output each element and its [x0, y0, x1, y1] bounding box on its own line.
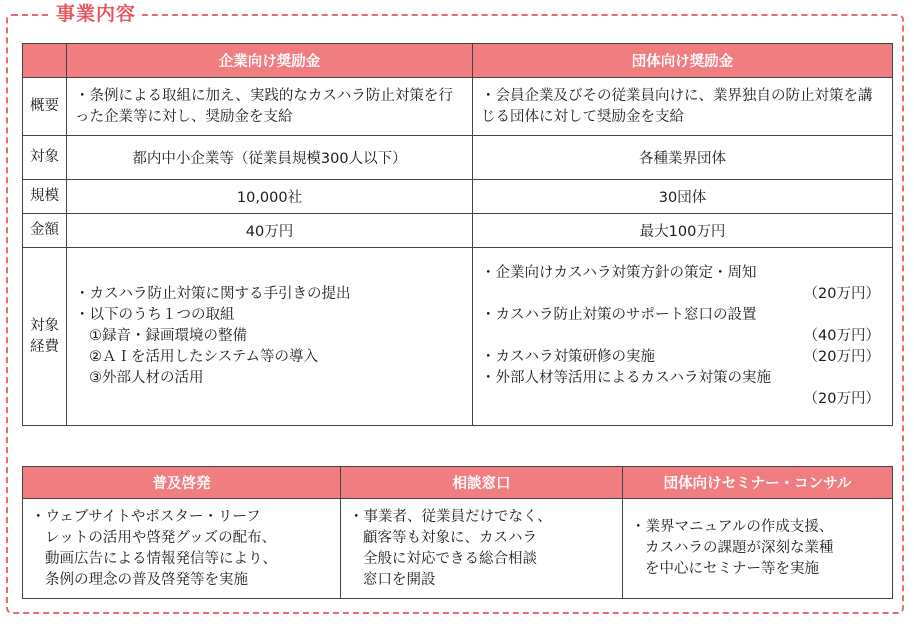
header-company: 企業向け奨励金	[67, 44, 473, 78]
seminar-text	[623, 499, 893, 599]
overview-company: ・条例による取組に加え、実践的なカスハラ防止対策を行った企業等に対し、奨励金を支給	[67, 78, 473, 136]
header-group: 団体向け奨励金	[473, 44, 893, 78]
consultation-line4: 窓口を開設	[363, 571, 436, 588]
expenses-company-item1: ①録音・録画環境の整備	[89, 328, 247, 344]
awareness-line1: ・ウェブサイトやポスター・リーフ	[31, 508, 261, 525]
seminar-line3: を中心にセミナー等を実施	[645, 561, 819, 577]
expenses-label-line1: 対象	[30, 317, 59, 334]
amount-company: 40万円	[67, 214, 473, 248]
expenses-group-item4-amount: （20万円）	[803, 391, 880, 407]
consultation-text	[341, 499, 623, 599]
expenses-group-item2-amount: （40万円）	[803, 328, 880, 344]
row-label-amount: 金額	[23, 214, 67, 248]
awareness-line4: 条例の理念の普及啓発等を実施	[45, 571, 248, 588]
expenses-group-item1-amount: （20万円）	[803, 286, 880, 302]
header-seminar: 団体向けセミナー・コンサル	[623, 467, 893, 499]
expenses-company-item3: ③外部人材の活用	[89, 370, 204, 386]
awareness-line2: レットの活用や啓発グッズの配布、	[45, 529, 277, 546]
section-title: 事業内容	[50, 0, 142, 28]
expenses-company-item2: ②ＡＩを活用したシステム等の導入	[89, 349, 319, 365]
scale-group: 30団体	[473, 180, 893, 214]
expenses-company-line2: ・以下のうち１つの取組	[75, 307, 235, 323]
header-awareness: 普及啓発	[23, 467, 341, 499]
seminar-line2: カスハラの課題が深刻な業種	[645, 540, 834, 556]
expenses-group-item3: ・カスハラ対策研修の実施	[481, 349, 655, 365]
expenses-group-item3-row	[481, 347, 884, 368]
scale-company: 10,000社	[67, 180, 473, 214]
awareness-text	[23, 499, 341, 599]
awareness-line3: 動画広告による情報発信等により、	[45, 550, 277, 567]
target-company: 都内中小企業等（従業員規模300人以下）	[67, 136, 473, 180]
consultation-line1: ・事業者、従業員だけでなく、	[349, 508, 552, 525]
header-blank	[23, 44, 67, 78]
amount-group: 最大100万円	[473, 214, 893, 248]
consultation-line2: 顧客等も対象に、カスハラ	[363, 529, 537, 546]
seminar-line1: ・業界マニュアルの作成支援、	[631, 519, 834, 535]
expenses-group-item3-amount: （20万円）	[803, 349, 880, 365]
overview-group: ・会員企業及びその従業員向けに、業界独自の防止対策を講じる団体に対して奨励金を支給	[473, 78, 893, 136]
expenses-group-item2: ・カスハラ防止対策のサポート窓口の設置	[481, 307, 757, 323]
expenses-company-line1: ・カスハラ防止対策に関する手引きの提出	[75, 286, 351, 302]
row-label-scale: 規模	[23, 180, 67, 214]
header-consultation: 相談窓口	[341, 467, 623, 499]
row-label-overview: 概要	[23, 78, 67, 136]
bottom-table	[22, 466, 893, 599]
expenses-company	[67, 248, 473, 426]
expenses-label-line2: 経費	[30, 338, 59, 355]
consultation-line3: 全般に対応できる総合相談	[363, 550, 537, 567]
expenses-group-item1: ・企業向けカスハラ対策方針の策定・周知	[481, 265, 757, 281]
expenses-group	[473, 248, 893, 426]
main-table	[22, 43, 893, 426]
row-label-target: 対象	[23, 136, 67, 180]
target-group: 各種業界団体	[473, 136, 893, 180]
expenses-group-item4: ・外部人材等活用によるカスハラ対策の実施	[481, 370, 771, 386]
row-label-expenses	[23, 248, 67, 426]
